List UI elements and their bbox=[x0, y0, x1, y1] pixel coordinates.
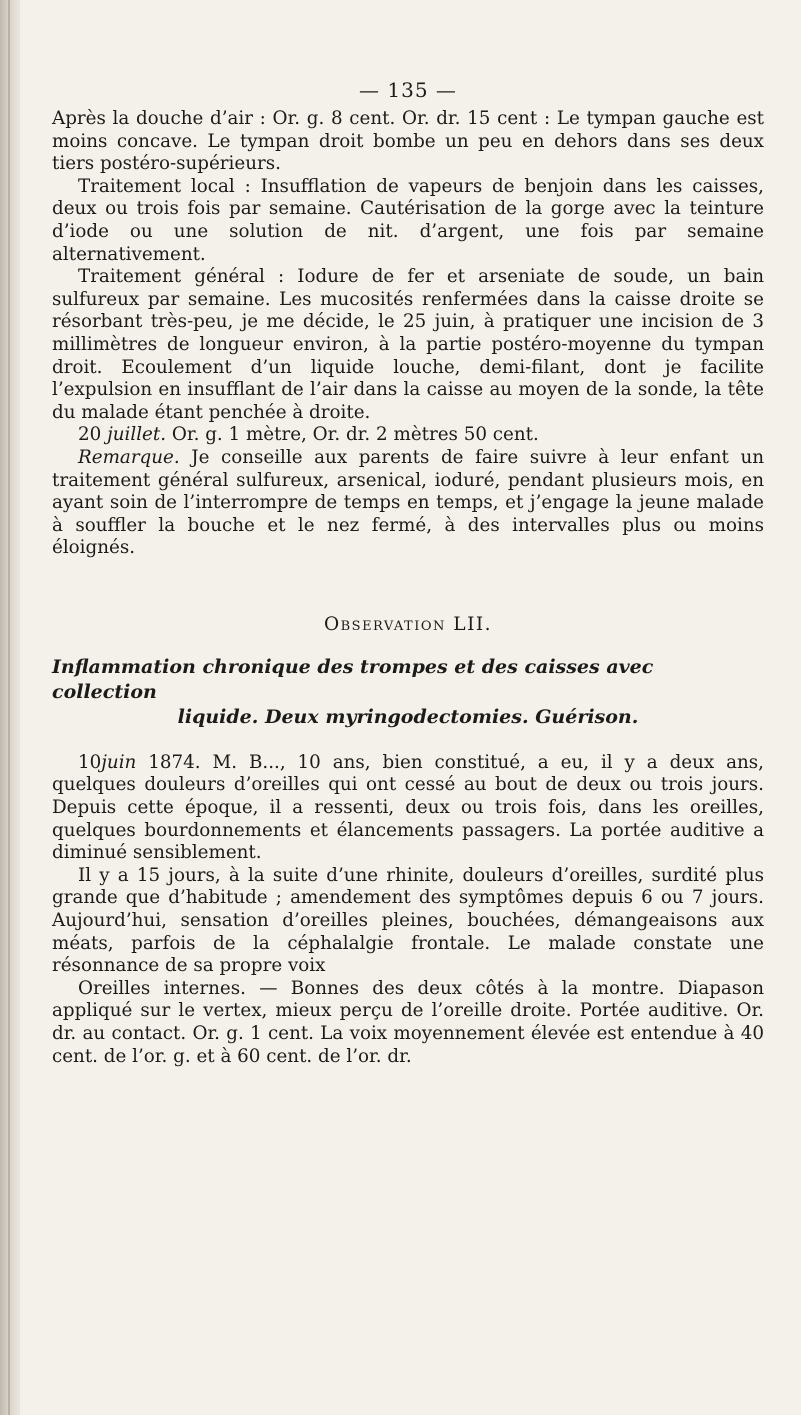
paragraph-oreilles-internes: Oreilles internes. — Bonnes des deux côtés à la montre. Diapason appliqué sur le vertex, mieux perçu de l’oreille droite. Portée auditive. Or. dr. au contact. Or. g. 1 cent. La voix moyennement élevée est entendue à 40 cent. de l’or. g. et à 60 cent. de l’or. dr. bbox=[52, 977, 764, 1067]
paragraph-juillet bbox=[52, 424, 764, 447]
binding-edge bbox=[8, 0, 10, 1415]
date-number: 20 bbox=[78, 424, 102, 446]
date-month: juillet. bbox=[107, 424, 167, 446]
paragraph-traitement-local: Traitement local : Insufflation de vapeurs de benjoin dans les caisses, deux ou trois fois par semaine. Cautérisation de la gorge avec la teinture d’iode ou une solution de nit. d’argent, une fois par semaine alternativement. bbox=[52, 175, 764, 265]
paragraph-remarque bbox=[52, 447, 764, 560]
entry-text: 1874. M. B..., 10 ans, bien constitué, a eu, il y a deux ans, quelques douleurs d’oreilles qui ont cessé au bout de deux ou trois jours. Depuis cette époque, il a ressenti, deux ou trois fois, dans les oreilles, quelques bourdonnements et élancements passagers. La portée auditive a diminué sensiblement. bbox=[52, 751, 764, 864]
entry-date-month: juin bbox=[101, 751, 137, 773]
observation-subtitle bbox=[52, 655, 764, 730]
paragraph-douche: Après la douche d’air : Or. g. 8 cent. Or. dr. 15 cent : Le tympan gauche est moins concave. Le tympan droit bombe un peu en dehors dans ses deux tiers postéro-supérieurs. bbox=[52, 108, 764, 175]
paragraph-rhinite: Il y a 15 jours, à la suite d’une rhinite, douleurs d’oreilles, surdité plus grande que d’habitude ; amendement des symptômes depuis 6 ou 7 jours. Aujourd’hui, sensation d’oreilles pleines, bouchées, démangeaisons aux méats, parfois de la céphalalgie frontale. Le malade constate une résonnance de sa propre voix bbox=[52, 864, 764, 977]
remarque-text: Je conseille aux parents de faire suivre à leur enfant un traitement général sulfureux, arsenical, ioduré, pendant plusieurs mois, en ayant soin de l’interrompre de temps en temps, et j’engage la jeune malade à souffler la bouche et le nez fermé, à des intervalles plus ou moins éloignés. bbox=[52, 446, 764, 559]
observation-title: Observation LII. bbox=[323, 613, 493, 635]
page-number: — 135 — bbox=[359, 78, 457, 102]
juillet-text: Or. g. 1 mètre, Or. dr. 2 mètres 50 cent. bbox=[166, 424, 539, 446]
subtitle-line-1: Inflammation chronique des trompes et des caisses avec collection bbox=[52, 655, 654, 703]
book-page bbox=[52, 78, 764, 1068]
entry-date-number: 10 bbox=[78, 751, 102, 773]
remarque-label: Remarque. bbox=[78, 446, 180, 468]
subtitle-line-2: liquide. Deux myringodectomies. Guérison. bbox=[177, 705, 639, 728]
paragraph-traitement-general: Traitement général : Iodure de fer et arseniate de soude, un bain sulfureux par semaine. Les mucosités renfermées dans la caisse droite se résorbant très-peu, je me décide, le 25 juin, à pratiquer une incision de 3 millimètres de longueur environ, à la partie postéro-moyenne du tympan droit. Ecoulement d’un liquide louche, demi-filant, dont je facilite l’expulsion en insufflant de l’air dans la caisse au moyen de la sonde, la tête du malade étant penchée à droite. bbox=[52, 266, 764, 423]
paragraph-1874 bbox=[52, 752, 764, 865]
book-binding-shadow bbox=[0, 0, 20, 1415]
